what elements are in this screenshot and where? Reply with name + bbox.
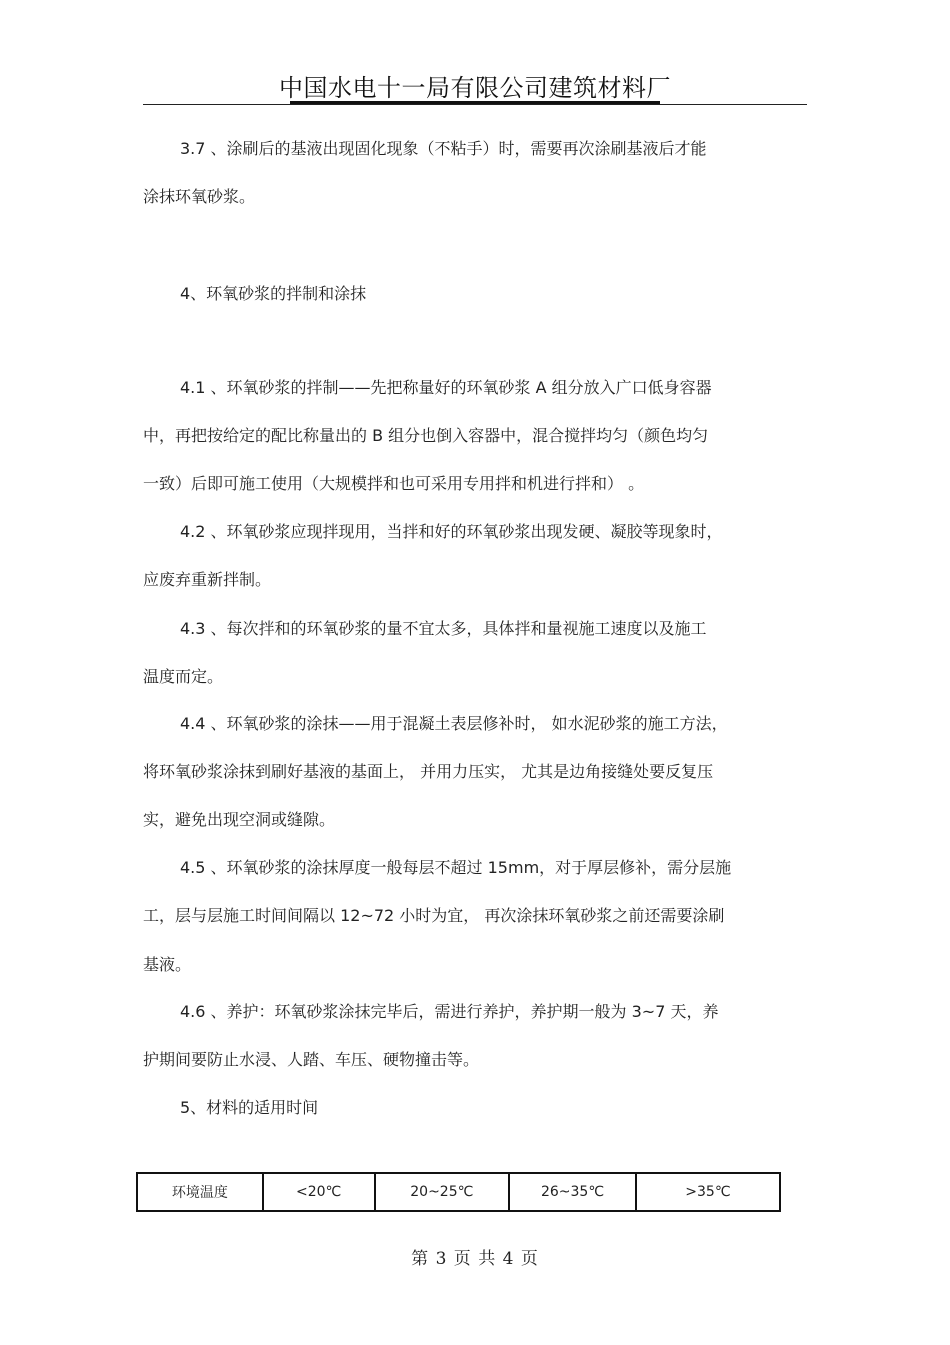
table-cell: 20~25℃ [375,1173,510,1211]
paragraph-4-5-line-1: 4.5 、环氧砂浆的涂抹厚度一般每层不超过 15mm，对于厚层修补，需分层施 [180,858,732,877]
temperature-table [136,1172,781,1212]
table-cell: 26~35℃ [509,1173,636,1211]
header-rule-accent [290,101,660,104]
paragraph-4-6-line-2: 护期间要防止水浸、人踏、车压、硬物撞击等。 [143,1050,480,1069]
paragraph-4-1-line-1: 4.1 、环氧砂浆的拌制——先把称量好的环氧砂浆 A 组分放入广口低身容器 [180,378,712,397]
table-row [137,1173,780,1211]
paragraph-4-3-line-1: 4.3 、每次拌和的环氧砂浆的量不宜太多，具体拌和量视施工速度以及施工 [180,619,707,638]
section-5-heading: 5、材料的适用时间 [180,1098,319,1117]
section-4-heading: 4、环氧砂浆的拌制和涂抹 [180,284,367,303]
page-header-title: 中国水电十一局有限公司建筑材料厂 [279,74,671,102]
paragraph-4-2-line-2: 应废弃重新拌制。 [143,570,272,589]
paragraph-4-4-line-1: 4.4 、环氧砂浆的涂抹——用于混凝土表层修补时， 如水泥砂浆的施工方法， [180,714,728,733]
header-rule [143,104,807,105]
paragraph-3-7-line-2: 涂抹环氧砂浆。 [143,187,256,206]
table-cell: >35℃ [636,1173,780,1211]
paragraph-4-5-line-3: 基液。 [143,955,192,974]
paragraph-4-4-line-2: 将环氧砂浆涂抹到刷好基液的基面上， 并用力压实， 尤其是边角接缝处要反复压 [143,762,714,781]
paragraph-4-5-line-2: 工，层与层施工时间间隔以 12~72 小时为宜， 再次涂抹环氧砂浆之前还需要涂刷 [143,906,725,925]
table-cell-header: 环境温度 [137,1173,263,1211]
page-footer: 第 3 页 共 4 页 [411,1249,539,1269]
table-cell: <20℃ [263,1173,375,1211]
paragraph-4-2-line-1: 4.2 、环氧砂浆应现拌现用，当拌和好的环氧砂浆出现发硬、凝胶等现象时， [180,522,723,541]
paragraph-4-6-line-1: 4.6 、养护：环氧砂浆涂抹完毕后，需进行养护，养护期一般为 3~7 天，养 [180,1002,719,1021]
paragraph-3-7-line-1: 3.7 、涂刷后的基液出现固化现象（不粘手）时，需要再次涂刷基液后才能 [180,139,707,158]
paragraph-4-4-line-3: 实，避免出现空洞或缝隙。 [143,810,336,829]
paragraph-4-3-line-2: 温度而定。 [143,667,224,686]
paragraph-4-1-line-2: 中，再把按给定的配比称量出的 B 组分也倒入容器中，混合搅拌均匀（颜色均匀 [143,426,709,445]
paragraph-4-1-line-3: 一致）后即可施工使用（大规模拌和也可采用专用拌和机进行拌和） 。 [143,474,645,493]
